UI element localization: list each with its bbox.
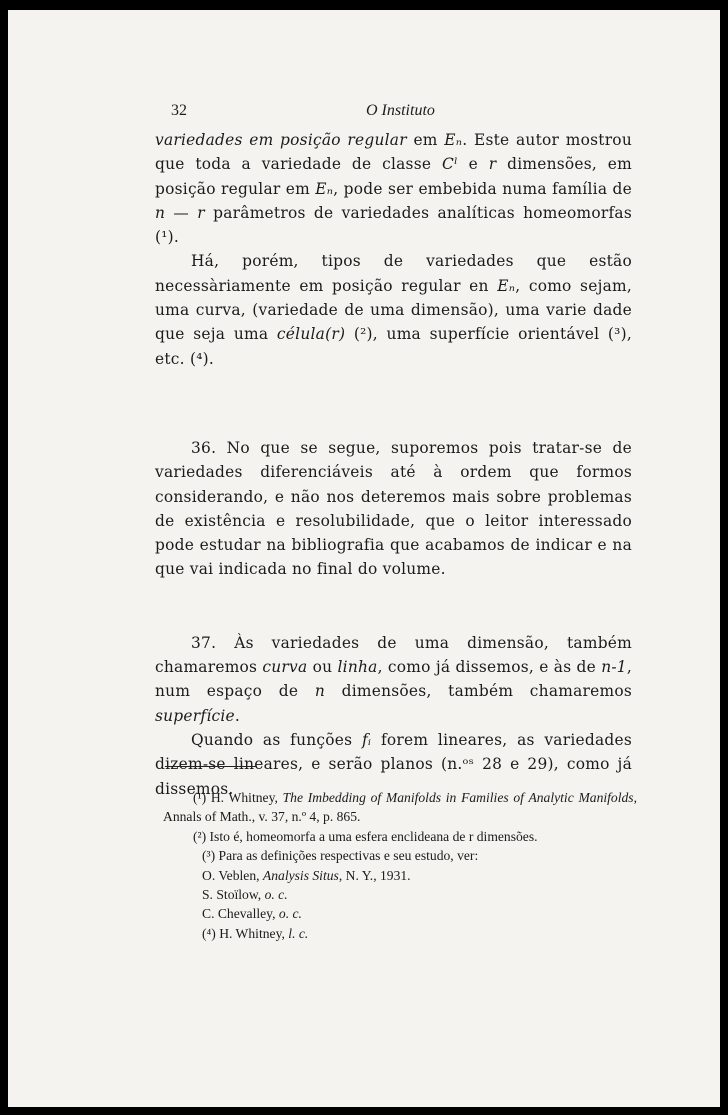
footnotes xyxy=(163,788,637,943)
math-symbol: fᵢ xyxy=(361,730,372,749)
math-symbol: Eₙ xyxy=(315,179,334,198)
paragraph-1 xyxy=(155,128,632,249)
italic-text: l. c. xyxy=(288,925,309,941)
page-number: 32 xyxy=(171,102,187,119)
page-header xyxy=(171,102,628,124)
text-run: (¹) H. Whitney, xyxy=(193,790,283,805)
text-run: dimensões, também chamaremos xyxy=(325,682,632,701)
text-run: forem lineares, as variedades dizem-se lineares, e serão planos (n.ᵒˢ 28 e 29), como já dissemos. xyxy=(155,730,632,798)
italic-text: superfície xyxy=(155,706,235,725)
paragraph-37 xyxy=(155,631,632,728)
math-symbol: Eₙ xyxy=(444,131,463,149)
italic-text: o. c. xyxy=(264,887,288,903)
italic-text: curva xyxy=(262,658,308,677)
text-run: dimensões, em posição regular em xyxy=(155,155,632,198)
footnote-2: (²) Isto é, homeomorfa a uma esfera enclideana de r dimensões. xyxy=(193,828,538,844)
text-run: S. Stoïlow, xyxy=(202,887,265,903)
text-run: , num espaço de xyxy=(155,658,632,701)
text-run: e xyxy=(457,155,489,174)
book-page xyxy=(8,10,720,1107)
math-symbol: Eₙ xyxy=(497,276,516,295)
text-run: 37. Às variedades de uma dimensão, também chamaremos xyxy=(155,633,632,677)
text-run: (⁴) H. Whitney, xyxy=(202,925,289,941)
footnote-1 xyxy=(163,788,637,827)
reference-veblen xyxy=(163,866,637,885)
italic-text: variedades em posição regular xyxy=(155,131,407,149)
reference-chevalley xyxy=(163,904,637,923)
math-symbol: n xyxy=(314,682,326,701)
text-run: , N. Y., 1931. xyxy=(338,867,411,883)
math-symbol: n — r xyxy=(155,203,205,222)
text-run: . Este autor mostrou que toda a variedade de classe xyxy=(155,131,632,174)
text-run: (²), uma superfície orientável (³), etc. (⁴). xyxy=(155,325,632,368)
text-run: Quando as funções xyxy=(191,730,362,749)
math-symbol: r xyxy=(488,155,497,174)
footnote-rule xyxy=(165,766,257,767)
body-text xyxy=(155,128,632,801)
paragraph-36: 36. No que se segue, suporemos pois tratar-se de variedades diferenciáveis até à ordem que formos considerando, e não nos deteremos mais sobre problemas de existência e resolubilidade, que o leitor interessado pode estudar na bibliografia que acabamos de indicar e na que vai indicada no final do volume. xyxy=(155,438,632,579)
paragraph-2 xyxy=(155,249,632,370)
italic-text: Analysis Situs xyxy=(262,867,339,883)
text-run: , como sejam, uma curva, (variedade de uma dimensão), uma varie dade que seja uma xyxy=(155,276,632,344)
text-run: O. Veblen, xyxy=(202,867,263,883)
text-run: parâmetros de variedades analíticas homeomorfas (¹). xyxy=(155,203,632,247)
text-run: . xyxy=(234,706,241,725)
italic-text: o. c. xyxy=(278,906,302,922)
running-title: O Instituto xyxy=(366,102,435,119)
text-run: ou xyxy=(307,658,338,677)
footnote-3: (³) Para as definições respectivas e seu estudo, ver: xyxy=(202,848,479,864)
text-run: Há, porém, tipos de variedades que estão necessàriamente em posição regular en xyxy=(155,252,632,295)
math-symbol: Cˡ xyxy=(441,155,458,174)
italic-text: The Imbedding of Manifolds in Families of Analytic Manifolds xyxy=(282,790,634,805)
text-run: em xyxy=(406,131,445,149)
footnote-4 xyxy=(163,924,637,943)
math-symbol: n-1 xyxy=(601,658,627,677)
italic-text: célula(r) xyxy=(276,325,346,344)
text-run: , como já dissemos, e às de xyxy=(377,658,602,677)
italic-text: linha xyxy=(337,658,378,677)
reference-stoilow xyxy=(163,885,637,904)
text-run: , pode ser embebida numa família de xyxy=(333,179,632,198)
text-run: C. Chevalley, xyxy=(202,906,279,922)
text-run: , Annals of Math., v. 37, n.º 4, p. 865. xyxy=(163,790,638,825)
